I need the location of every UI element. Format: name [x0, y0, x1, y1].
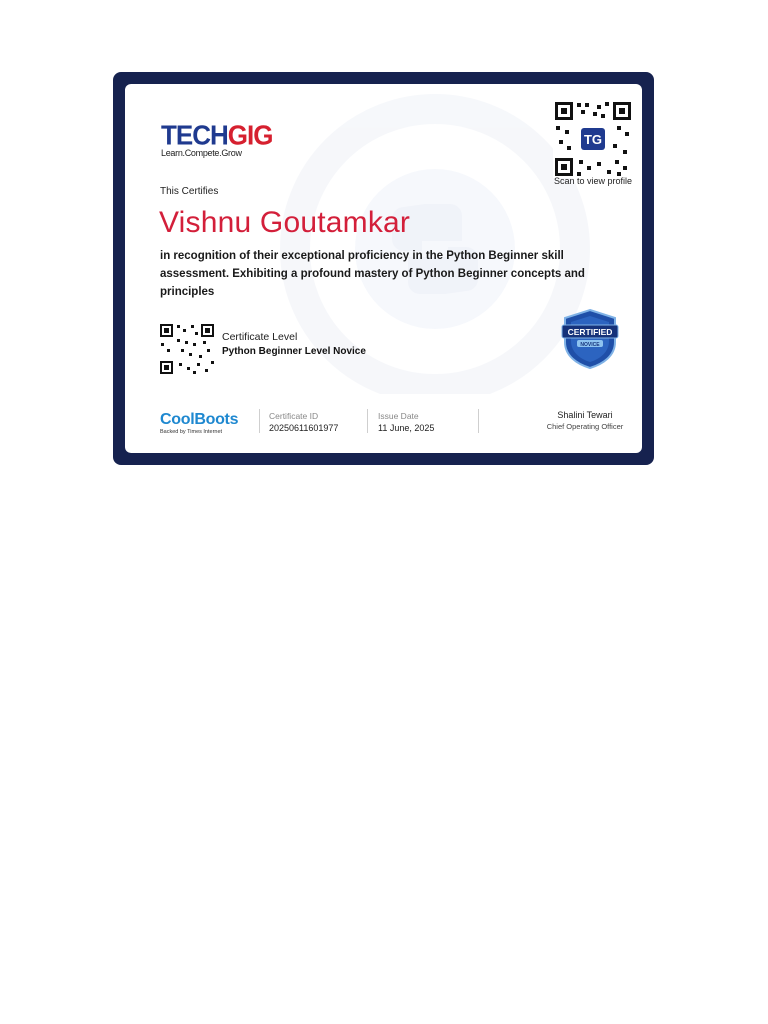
- signatory-name: Shalini Tewari: [557, 410, 613, 420]
- logo-brand-part1: TECH: [161, 119, 228, 151]
- intro-text: This Certifies: [160, 186, 219, 197]
- issue-date-label: Issue Date: [378, 411, 419, 421]
- badge-subtitle: NOVICE: [580, 341, 600, 348]
- signatory-title: Chief Operating Officer: [546, 422, 624, 431]
- level-qr-code[interactable]: [159, 323, 215, 375]
- certificate-frame: [113, 72, 654, 465]
- level-label: Certificate Level: [222, 331, 298, 343]
- certificate-description: in recognition of their exceptional proficiency in the Python Beginner skill assessment. Exhibiting a profound mastery of Python Beginner concepts and principles: [160, 250, 585, 298]
- coolboots-logo: [160, 412, 238, 435]
- partner-tagline: Backed by Times Internet: [160, 429, 223, 435]
- footer-divider: [259, 409, 260, 433]
- recipient-name: Vishnu Goutamkar: [159, 206, 411, 239]
- badge-title: CERTIFIED: [567, 327, 613, 337]
- issue-date-value: 11 June, 2025: [378, 423, 435, 433]
- partner-name: CoolBoots: [160, 411, 239, 428]
- certificate-card: [125, 84, 642, 453]
- level-value: Python Beginner Level Novice: [222, 346, 366, 357]
- certified-badge-icon: [561, 308, 619, 370]
- profile-qr-code[interactable]: [553, 100, 633, 178]
- logo-tagline: Learn.Compete.Grow: [161, 148, 242, 158]
- techgig-logo: [161, 119, 273, 158]
- qr-logo-text: TG: [583, 132, 603, 147]
- certificate-id-label: Certificate ID: [269, 411, 319, 421]
- footer-divider: [478, 409, 479, 433]
- qr-caption: Scan to view profile: [553, 176, 633, 186]
- logo-brand-part2: GIG: [227, 119, 273, 151]
- footer-divider: [367, 409, 368, 433]
- certificate-id-value: 20250611601977: [269, 423, 339, 433]
